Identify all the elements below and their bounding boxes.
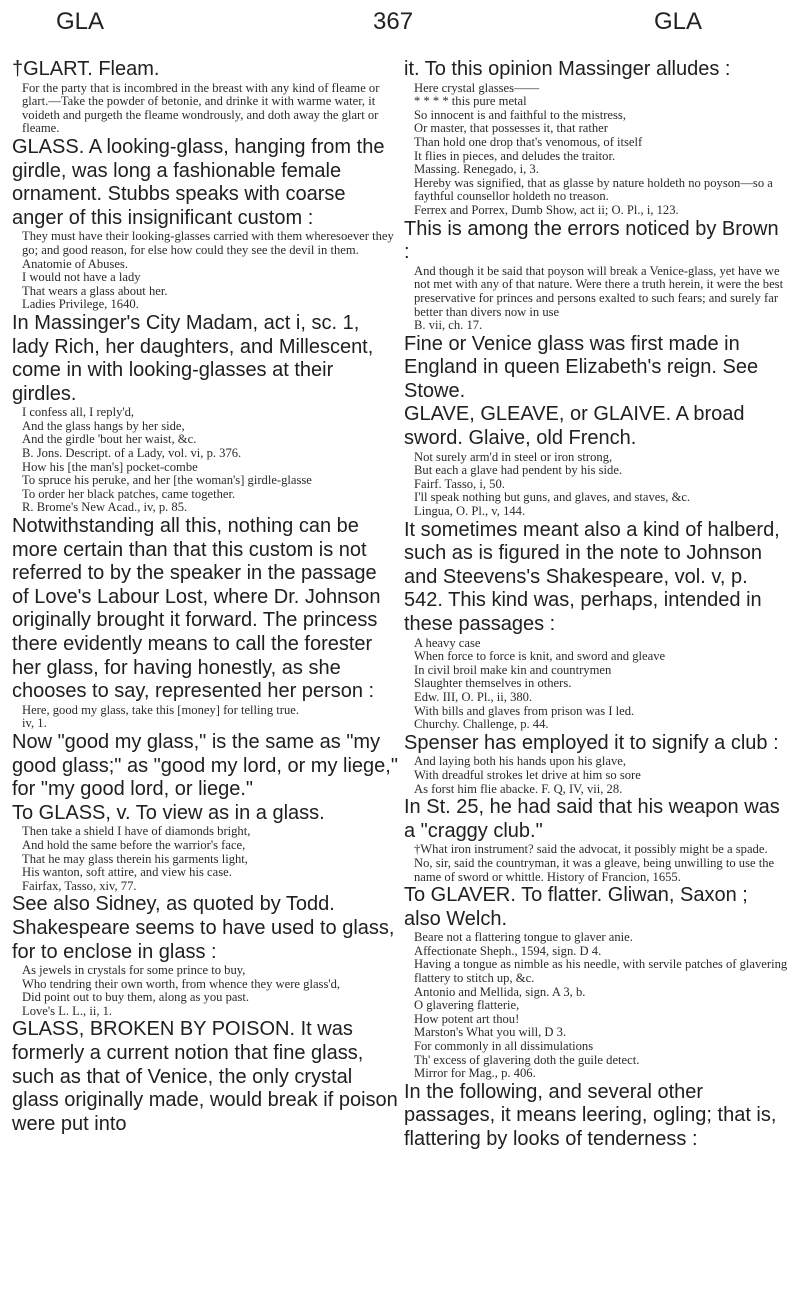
quotation-line: Lingua, O. Pl., v, 144. [414,504,526,519]
entry-paragraph: See also Sidney, as quoted by Todd. Shakespeare seems to have used to glass, for to enclose in glass : [12,893,395,963]
quotation-line: Hereby was signified, that as glasse by nature holdeth no poyson—so a faythful counsellor holdeth no treason. [414,175,773,204]
quotation-line: Mirror for Mag., p. 406. [414,1066,536,1081]
entry-paragraph: Notwithstanding all this, nothing can be more certain than that this custom is not referred to by the speaker in the passage of Love's Labour Lost, where Dr. Johnson originally brought it forward. The princess there evidently means to call the forester her glass, for having honestly, as she chooses to say, represented her person : [12,515,381,703]
quotation-line: †What iron instrument? said the advocat, it possibly might be a spade. No, sir, said the countryman, it was a gleave, being unwilling to use the name of sword or whittle. History of Francion, 1655. [414,842,775,884]
entry-paragraph: GLASS, BROKEN BY POISON. It was formerly a current notion that fine glass, such as that of Venice, the only crystal glass originally made, would break if poison were put into [12,1018,398,1135]
quotation-line: They must have their looking-glasses carried with them wheresoever they go; and good reason, for else how could they see the devil in them. [22,229,394,257]
quotation-line: And the girdle 'bout her waist, &c. [22,432,197,447]
left-column [12,58,398,1136]
header-right-guide-word: GLA [654,8,703,35]
quotation-line: Did point out to buy them, along as you past. [22,990,250,1005]
quotation-line: For commonly in all dissimulations [414,1039,594,1054]
quotation-line: And though it be said that poyson will break a Venice-glass, yet have we not met with any of that nature. Were there a truth herein, it were the best preservative for princes and persons exalted to such fears; and surely far better than divers now in use [414,263,784,319]
entry-paragraph: †GLART. Fleam. [12,58,160,80]
quotation-line: Beare not a flattering tongue to glaver anie. [414,930,633,945]
quotation-line: Massing. Renegado, i, 3. [414,162,539,177]
quotation-line: * * * * this pure metal [414,94,527,109]
entry-paragraph: In the following, and several other passages, it means leering, ogling; that is, flattering by looks of tenderness : [404,1080,777,1150]
quotation-line: Marston's What you will, D 3. [414,1025,567,1040]
entry-paragraph: To GLASS, v. To view as in a glass. [12,801,325,824]
quotation-line: B. Jons. Descript. of a Lady, vol. vi, p. 376. [22,446,242,461]
quotation-line: Than hold one drop that's venomous, of itself [414,134,643,149]
quotation-line: That he may glass therein his garments light, [22,851,248,866]
quotation-line: Or master, that possesses it, that rather [414,121,608,136]
quotation-line: I would not have a lady [22,270,141,285]
quotation-line: I'll speak nothing but guns, and glaves, and staves, &c. [414,490,691,505]
quotation-line: iv, 1. [22,716,47,731]
quotation-line: Anatomie of Abuses. [22,256,128,271]
entry-paragraph: GLAVE, GLEAVE, or GLAIVE. A broad sword. Glaive, old French. [404,403,745,450]
quotation-line: R. Brome's New Acad., iv, p. 85. [22,500,188,515]
quotation-line: But each a glave had pendent by his side. [414,463,623,478]
quotation-line: Then take a shield I have of diamonds bright, [22,824,251,839]
entry-paragraph: This is among the errors noticed by Brown : [404,217,779,264]
quotation-line: Antonio and Mellida, sign. A 3, b. [414,984,586,999]
quotation-line: That wears a glass about her. [22,283,168,298]
quotation-line: Affectionate Sheph., 1594, sign. D 4. [414,943,602,958]
quotation-line: Fairf. Tasso, i, 50. [414,476,505,491]
quotation-line: And hold the same before the warrior's face, [22,837,246,852]
quotation-line: How potent art thou! [414,1011,520,1026]
quotation-line: Th' excess of glavering doth the guile detect. [414,1052,640,1067]
quotation-line: To spruce his peruke, and her [the woman's] girdle-glasse [22,473,312,488]
quotation-line: And laying both his hands upon his glave, [414,754,626,769]
quotation-line: Love's L. L., ii, 1. [22,1003,113,1018]
quotation-line: Here crystal glasses—— [414,80,540,95]
quotation-line: To order her black patches, came together. [22,486,236,501]
quotation-line: O glavering flatterie, [414,998,520,1013]
entry-paragraph: Spenser has employed it to signify a club : [404,731,779,754]
quotation-line: Having a tongue as nimble as his needle, with servile patches of glavering flattery to stitch up, &c. [414,957,788,986]
quotation-line: It flies in pieces, and deludes the traitor. [414,148,616,163]
quotation-line: Fairfax, Tasso, xiv, 77. [22,878,137,893]
quotation-line: Churchy. Challenge, p. 44. [414,717,549,732]
running-header [0,8,800,44]
quotation-line: As jewels in crystals for some prince to buy, [22,963,246,978]
entry-paragraph: Fine or Venice glass was first made in England in queen Elizabeth's reign. See Stowe. [404,332,759,402]
right-column [404,58,788,1152]
entry-paragraph: It sometimes meant also a kind of halberd, such as is figured in the note to Johnson and Steevens's Shakespeare, vol. v, p. 542. This kind was, perhaps, intended in these passages : [404,518,780,635]
quotation-line: Ladies Privilege, 1640. [22,297,139,312]
entry-paragraph: In Massinger's City Madam, act i, sc. 1, lady Rich, her daughters, and Millescent, come in with looking-glasses at their girdles. [12,311,374,405]
quotation-line: Slaughter themselves in others. [414,676,572,691]
header-left-guide-word: GLA [56,8,105,35]
quotation-line: Ferrex and Porrex, Dumb Show, act ii; O. Pl., i, 123. [414,202,679,217]
entry-paragraph: Now "good my glass," is the same as "my good glass;" as "good my lord, or my liege," for "my good lord, or liege." [12,730,398,801]
page-number: 367 [373,8,414,35]
entry-paragraph: To GLAVER. To flatter. Gliwan, Saxon ; also Welch. [404,884,748,930]
quotation-line: When force to force is knit, and sword and gleave [414,649,666,664]
quotation-line: Edw. III, O. Pl., ii, 380. [414,689,533,704]
quotation-line: Who tendring their own worth, from whence they were glass'd, [22,976,341,991]
quotation-line: With dreadful strokes let drive at him so sore [414,767,641,782]
quotation-line: So innocent is and faithful to the mistress, [414,107,626,122]
quotation-line: B. vii, ch. 17. [414,318,483,333]
quotation-line: I confess all, I reply'd, [22,405,135,420]
quotation-line: Here, good my glass, take this [money] for telling true. [22,702,299,717]
quotation-line: With bills and glaves from prison was I led. [414,703,635,718]
entry-paragraph: In St. 25, he had said that his weapon was a "craggy club." [404,796,780,842]
quotation-line: In civil broil make kin and countrymen [414,662,612,677]
entry-paragraph: it. To this opinion Massinger alludes : [404,58,731,80]
quotation-line: As forst him flie abacke. F. Q, IV, vii, 28. [414,781,623,796]
quotation-line: And the glass hangs by her side, [22,418,185,433]
quotation-line: His wanton, soft attire, and view his case. [22,865,232,880]
quotation-line: A heavy case [414,635,481,650]
entry-paragraph: GLASS. A looking-glass, hanging from the girdle, was long a fashionable female ornament. Stubbs speaks with coarse anger of this insignificant custom : [12,135,385,229]
quotation-line: How his [the man's] pocket-combe [22,459,198,474]
quotation-line: For the party that is incombred in the breast with any kind of fleame or glart.—Take the powder of betonie, and drinke it with warme water, it voideth and purgeth the fleame wondrously, and doth away the glart or fleame. [22,80,380,136]
quotation-line: Not surely arm'd in steel or iron strong, [414,449,613,464]
